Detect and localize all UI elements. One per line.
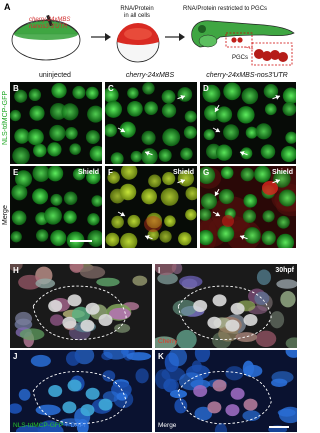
label-cherry: Cherry	[158, 338, 178, 345]
panel-f	[105, 166, 197, 248]
panel-c	[105, 82, 197, 164]
panel-letter-a: A	[4, 2, 11, 12]
panel-k	[155, 350, 297, 432]
panel-h	[10, 264, 152, 348]
panel-letter-j: J	[13, 352, 18, 361]
panel-letter-i: I	[158, 266, 161, 275]
label-gfp-dapi: NLS-tdMCP-GFP + DAPI	[13, 422, 86, 429]
row-label-merge: Merge	[2, 205, 9, 225]
row-label-gfp: NLS-tdMCP-GFP	[2, 90, 9, 145]
pgcs-label: PGCs	[232, 55, 249, 61]
panel-letter-f: F	[108, 168, 113, 177]
panel-letter-e: E	[13, 168, 19, 177]
column-label-cherry-nos3: cherry-24xMBS-nos3'UTR	[206, 72, 288, 79]
panel-letter-b: B	[13, 84, 19, 93]
panel-j	[10, 350, 152, 432]
panel-letter-g: G	[203, 168, 210, 177]
hpf-tag: 30hpf	[275, 267, 294, 274]
panel-letter-c: C	[108, 84, 114, 93]
shield-tag-g: Shield	[271, 169, 293, 176]
label-merge: Merge	[158, 422, 177, 429]
column-label-cherry: cherry-24xMBS	[125, 72, 175, 79]
panel-g	[200, 166, 296, 248]
shield-tag-f: Shield	[172, 169, 194, 176]
embryo2-caption-2: in all cells	[123, 13, 150, 19]
panel-e	[10, 166, 102, 248]
arrow-right-icon	[90, 32, 112, 42]
panel-letter-d: D	[203, 84, 209, 93]
embryo3-caption: RNA/Protein restricted to PGCs	[183, 6, 268, 12]
embryo1-text-2: nanos3-3'UTR	[29, 24, 68, 30]
panel-letter-k: K	[158, 352, 164, 361]
column-label-uninjected: uninjected	[39, 72, 71, 79]
panel-d	[200, 82, 296, 164]
panel-letter-h: H	[13, 266, 19, 275]
embryo2-caption-1: RNA/Protein	[120, 6, 154, 12]
panel-i	[155, 264, 297, 348]
embryo1-text-1: cherry-24xMBS	[29, 17, 71, 23]
panel-b	[10, 82, 102, 164]
shield-tag-e: Shield	[77, 169, 99, 176]
arrow-right-icon	[164, 32, 186, 42]
embryo-red-diagram	[114, 20, 162, 64]
